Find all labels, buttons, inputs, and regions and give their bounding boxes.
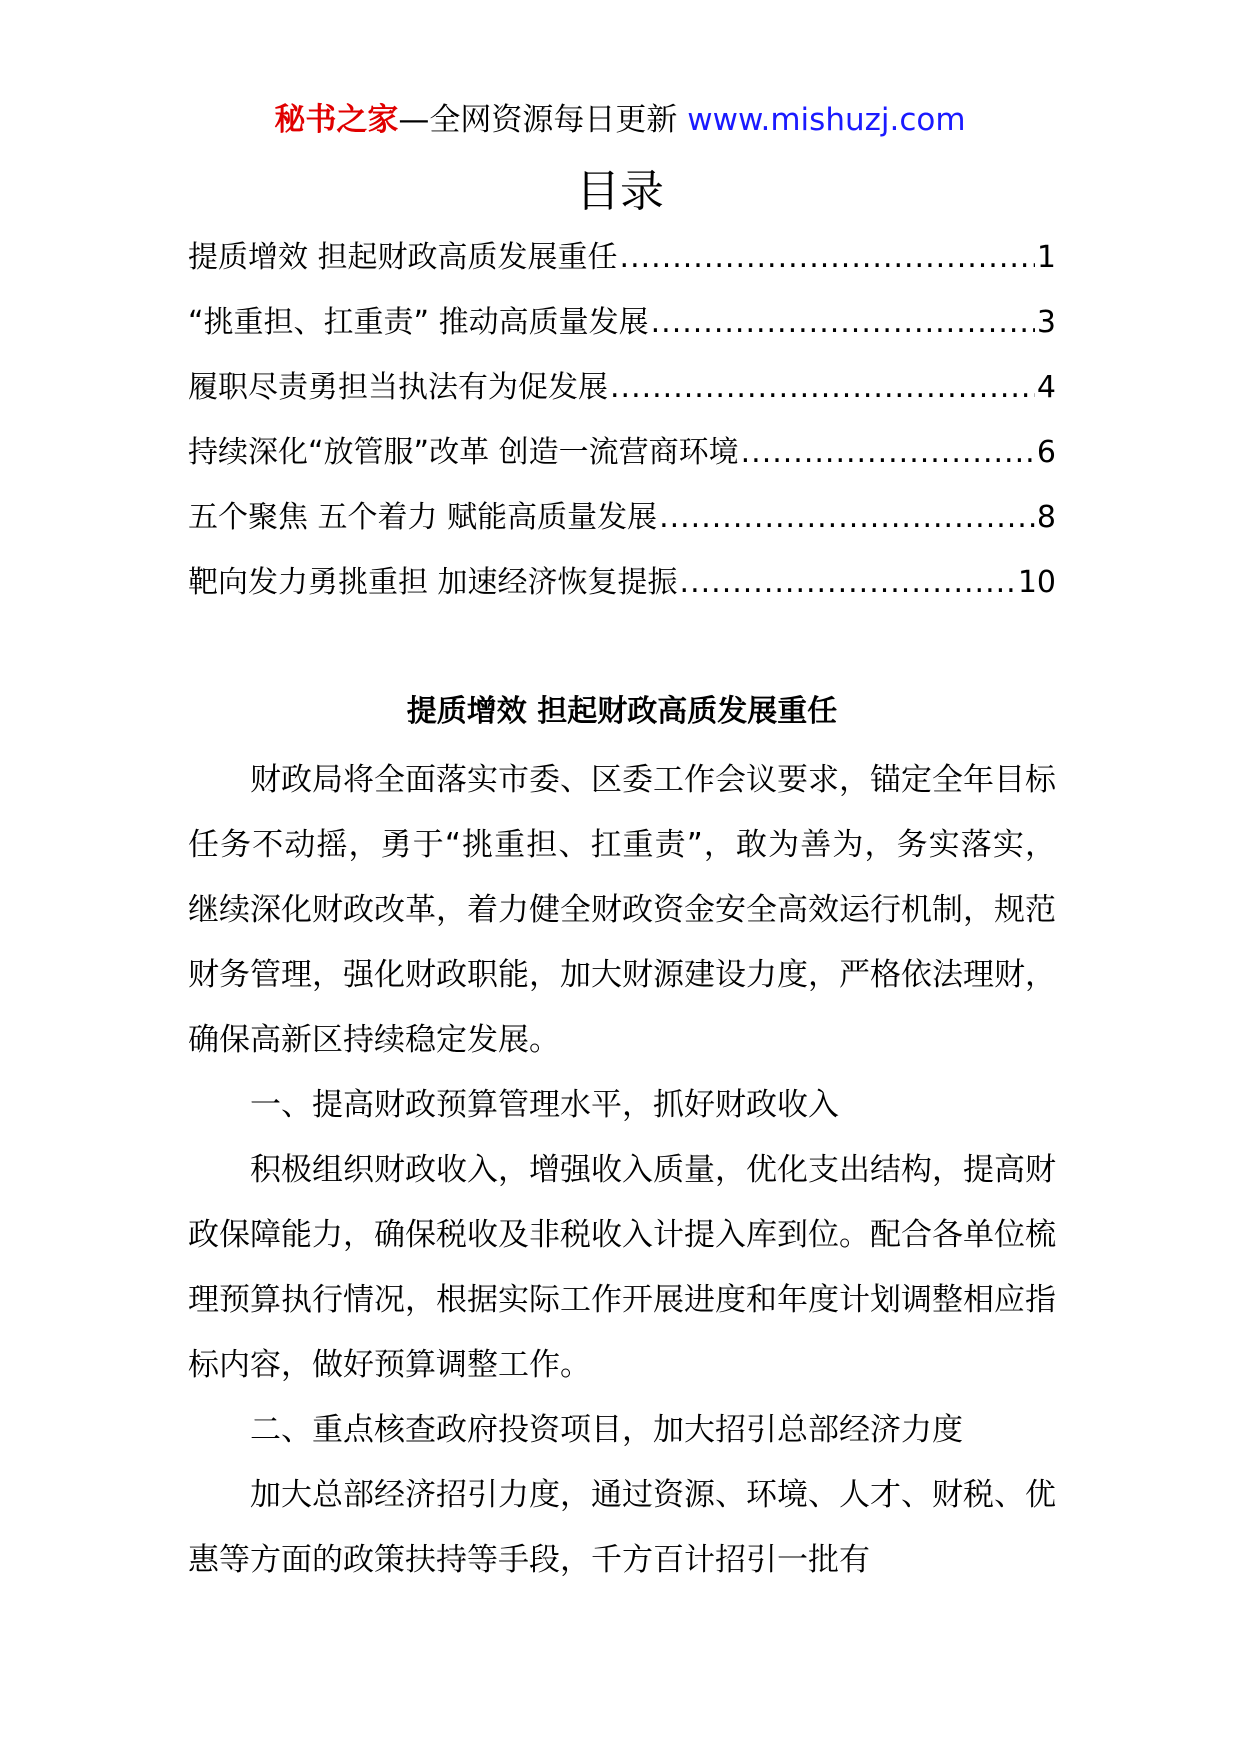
section-heading: 二、重点核查政府投资项目，加大招引总部经济力度 [250, 1412, 963, 1448]
toc-entry-title: 履职尽责勇担当执法有为促发展 [188, 370, 608, 405]
toc-entry[interactable] [188, 232, 1056, 297]
toc-entry[interactable] [188, 297, 1056, 362]
section-heading: 一、提高财政预算管理水平，抓好财政收入 [250, 1087, 839, 1123]
site-url[interactable]: www.mishuzj.com [687, 102, 966, 138]
toc-leader-dots [651, 297, 1035, 349]
toc-leader-dots [659, 492, 1035, 544]
article-paragraph: 积极组织财政收入，增强收入质量，优化支出结构，提高财政保障能力，确保税收及非税收入计提入库到位。配合各单位梳理预算执行情况，根据实际工作开展进度和年度计划调整相应指标内容，做好预算调整工作。 [188, 1152, 1056, 1383]
toc-leader-dots [741, 427, 1035, 479]
toc-entry-title: 提质增效 担起财政高质发展重任 [188, 240, 618, 275]
toc-entry-page: 6 [1036, 435, 1056, 470]
article-paragraph: 财政局将全面落实市委、区委工作会议要求，锚定全年目标任务不动摇，勇于“挑重担、扛重责”，敢为善为，务实落实，继续深化财政改革，着力健全财政资金安全高效运行机制，规范财务管理，强化财政职能，加大财源建设力度，严格依法理财，确保高新区持续稳定发展。 [188, 762, 1056, 1058]
toc-entry-title: 靶向发力勇挑重担 加速经济恢复提振 [188, 565, 678, 600]
toc-entry-title: 五个聚焦 五个着力 赋能高质量发展 [188, 500, 658, 535]
site-header [0, 98, 1240, 142]
article [188, 686, 1056, 1593]
toc-entry-title: “挑重担、扛重责” 推动高质量发展 [188, 305, 649, 340]
header-tagline: —全网资源每日更新 [398, 102, 688, 138]
toc-entry-page: 4 [1036, 370, 1056, 405]
toc-entry[interactable] [188, 362, 1056, 427]
toc-entry-page: 8 [1036, 500, 1056, 535]
toc-entry[interactable] [188, 557, 1056, 622]
article-paragraph: 加大总部经济招引力度，通过资源、环境、人才、财税、优惠等方面的政策扶持等手段，千方百计招引一批有 [188, 1477, 1056, 1578]
article-title: 提质增效 担起财政高质发展重任 [406, 694, 838, 729]
toc-entry-title: 持续深化“放管服”改革 创造一流营商环境 [188, 435, 739, 470]
toc-leader-dots [610, 362, 1035, 414]
brand-name: 秘书之家 [274, 102, 399, 138]
toc-entry-page: 1 [1036, 240, 1056, 275]
toc-leader-dots [680, 557, 1016, 609]
table-of-contents [188, 232, 1056, 622]
toc-title: 目录 [576, 166, 664, 217]
toc-entry[interactable] [188, 427, 1056, 492]
toc-entry-page: 10 [1017, 565, 1056, 600]
toc-leader-dots [620, 232, 1035, 284]
toc-entry[interactable] [188, 492, 1056, 557]
toc-entry-page: 3 [1036, 305, 1056, 340]
